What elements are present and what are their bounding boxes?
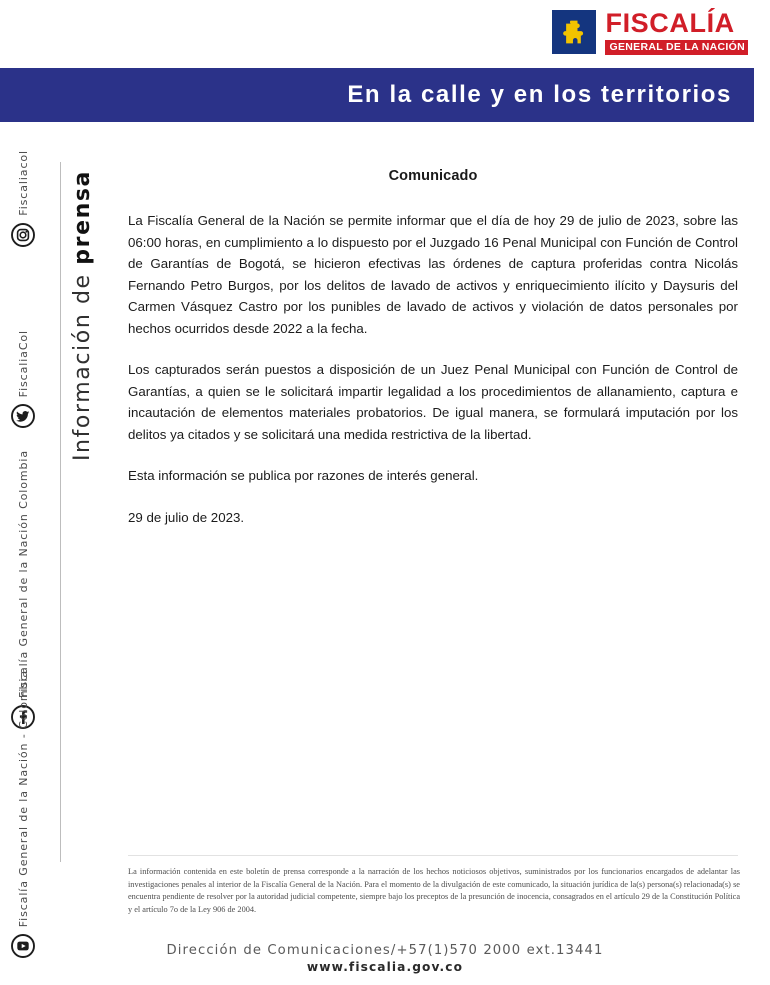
sidebar-title-regular: Información de xyxy=(70,264,95,462)
social-label-twitter: FiscaliaCol xyxy=(16,330,30,398)
social-media-rail xyxy=(0,150,46,928)
logo-wordmark xyxy=(605,10,748,55)
social-item-instagram[interactable] xyxy=(0,150,46,247)
puzzle-piece-icon xyxy=(552,10,596,54)
social-label-youtube: Fiscalía General de la Nación - Colombia xyxy=(16,670,30,928)
paragraph-3: Esta información se publica por razones de interés general. xyxy=(128,468,479,484)
contact-block xyxy=(0,943,770,974)
social-label-facebook: Fiscalía General de la Nación Colombia xyxy=(16,450,30,699)
twitter-icon xyxy=(11,404,35,428)
paragraph-1: La Fiscalía General de la Nación se permite informar que el día de hoy 29 de julio de 2023, sobre las 06:00 horas, en cumplimiento a lo dispuesto por el Juzgado 16 Penal Municipal con Función de Control de Garantías de Bogotá, se hicieron efectivas las órdenes de captura proferidas contra Nicolás Fernando Petro Burgos, por los delitos de lavado de activos y enriquecimiento ilícito y Daysuris del Carmen Vásquez Castro por los punibles de lavado de activos y violación de datos personales por hechos ocurridos desde 2022 a la fecha. xyxy=(128,213,738,336)
sidebar-divider xyxy=(60,162,61,862)
instagram-icon xyxy=(11,223,35,247)
banner-title: En la calle y en los territorios xyxy=(347,81,732,108)
social-label-instagram: Fiscaliacol xyxy=(16,150,30,216)
website-url[interactable]: www.fiscalia.gov.co xyxy=(306,960,464,974)
sidebar-title-bold: prensa xyxy=(70,170,95,265)
campaign-banner xyxy=(0,68,754,122)
page-title: Comunicado xyxy=(388,168,478,184)
social-item-twitter[interactable] xyxy=(0,330,46,428)
paragraph-date: 29 de julio de 2023. xyxy=(128,509,245,525)
logo-subtitle: GENERAL DE LA NACIÓN xyxy=(605,40,748,55)
fiscalia-logo xyxy=(552,10,748,55)
sidebar-title xyxy=(70,170,95,461)
contact-phone: Dirección de Comunicaciones/+57(1)570 2000 ext.13441 xyxy=(166,943,604,958)
logo-title: FISCALÍA xyxy=(605,8,735,38)
document-body xyxy=(128,168,738,548)
legal-disclaimer: La información contenida en este boletín de prensa corresponde a la narración de los hechos noticiosos objetivos, suministrados por los funcionarios encargados de adelantar las investigaciones penales al interior de la Fiscalía General de la Nación. Para el momento de la divulgación de este comunicado, la situación jurídica de la(s) persona(s) relacionada(s) se encuentra pendiente de resolver por la autoridad judicial competente, siempre bajo los preceptos de la presunción de inocencia, consagrados en el artículo 29 de la Constitución Política y el artículo 7o de la Ley 906 de 2004. xyxy=(128,867,740,914)
footer-divider xyxy=(128,855,738,856)
paragraph-2: Los capturados serán puestos a disposición de un Juez Penal Municipal con Función de Control de Garantías, a quien se le solicitará impartir legalidad a los procedimientos de allanamiento, captura e incautación de elementos materiales probatorios. De igual manera, se formulará imputación por los delitos ya citados y se solicitará una medida restrictiva de la libertad. xyxy=(128,362,738,442)
social-item-youtube[interactable] xyxy=(0,670,46,958)
